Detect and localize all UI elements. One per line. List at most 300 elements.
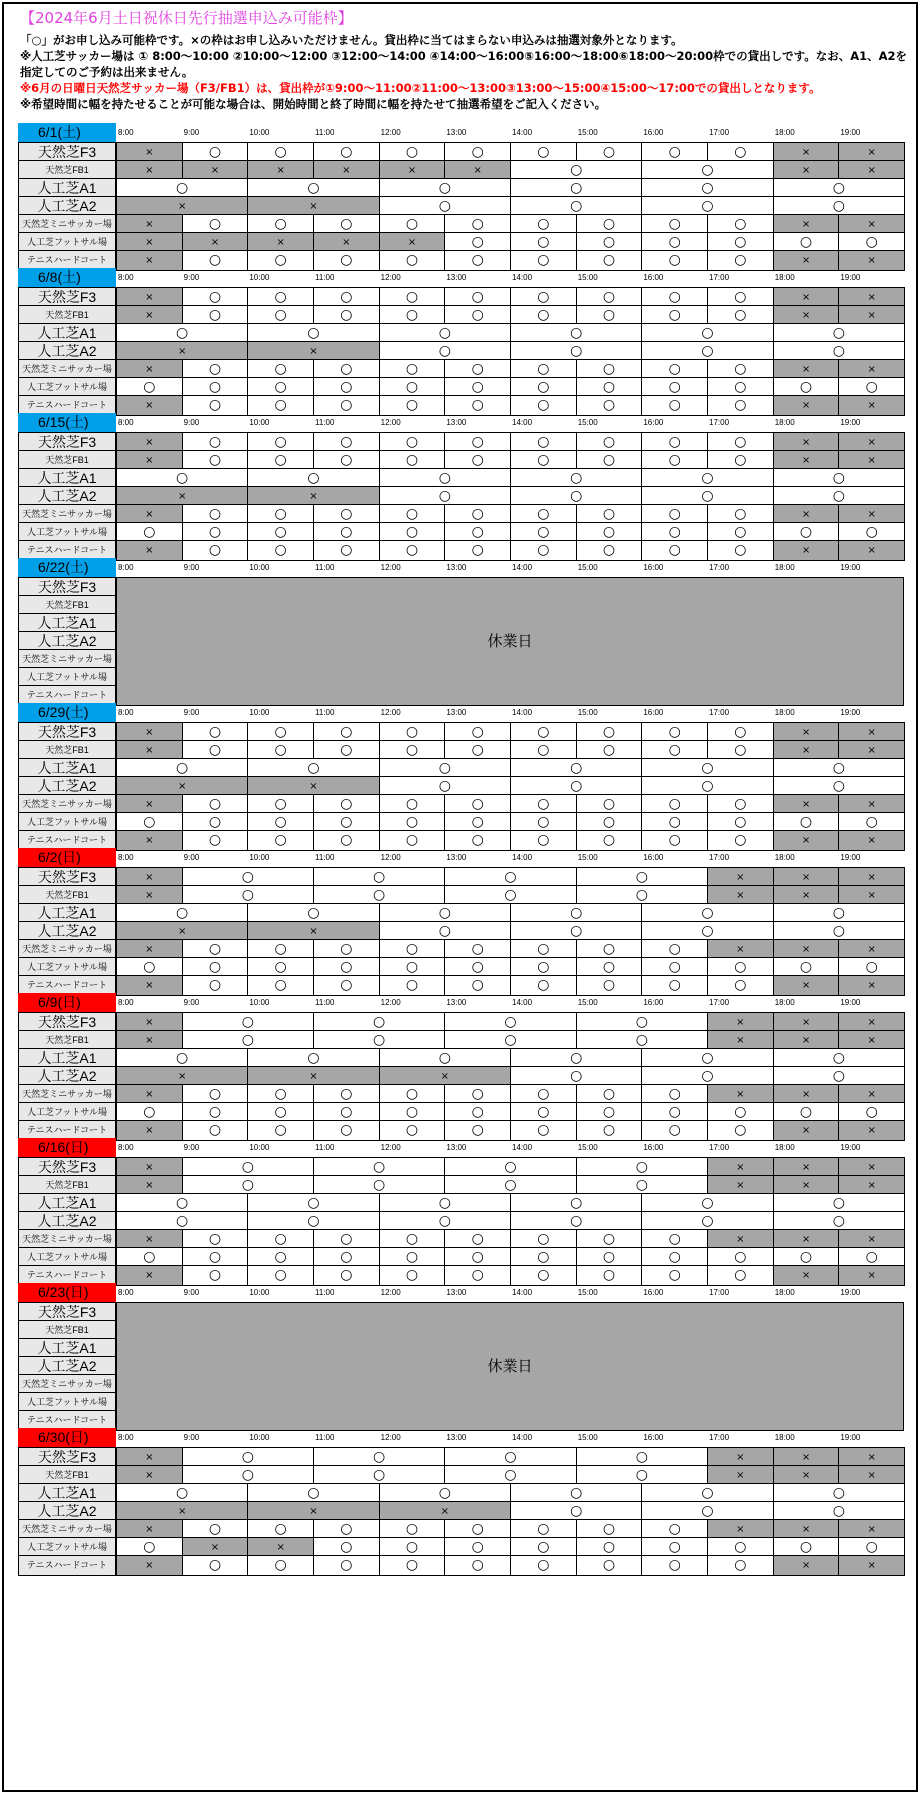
available-slot[interactable]: ○: [182, 1229, 249, 1250]
available-slot[interactable]: ○: [707, 432, 774, 453]
available-slot[interactable]: ○: [313, 504, 380, 525]
available-slot[interactable]: ○: [182, 1447, 314, 1468]
available-slot[interactable]: ○: [838, 377, 905, 398]
available-slot[interactable]: ○: [247, 504, 314, 525]
available-slot[interactable]: ○: [116, 1247, 183, 1268]
available-slot[interactable]: ○: [444, 939, 511, 960]
available-slot[interactable]: ○: [510, 160, 642, 181]
available-slot[interactable]: ○: [379, 1102, 446, 1123]
available-slot[interactable]: ○: [576, 1120, 643, 1141]
available-slot[interactable]: ○: [576, 377, 643, 398]
available-slot[interactable]: ○: [247, 1193, 379, 1214]
available-slot[interactable]: ○: [576, 214, 643, 235]
available-slot[interactable]: ○: [641, 359, 708, 380]
available-slot[interactable]: ○: [379, 740, 446, 761]
available-slot[interactable]: ○: [510, 1102, 577, 1123]
available-slot[interactable]: ○: [576, 1555, 643, 1576]
available-slot[interactable]: ○: [773, 776, 905, 797]
available-slot[interactable]: ○: [379, 1120, 446, 1141]
available-slot[interactable]: ○: [313, 1229, 380, 1250]
available-slot[interactable]: ○: [510, 450, 577, 471]
available-slot[interactable]: ○: [576, 232, 643, 253]
available-slot[interactable]: ○: [576, 1247, 643, 1268]
available-slot[interactable]: ○: [379, 1265, 446, 1286]
available-slot[interactable]: ○: [641, 160, 773, 181]
available-slot[interactable]: ○: [379, 377, 446, 398]
available-slot[interactable]: ○: [641, 975, 708, 996]
available-slot[interactable]: ○: [182, 830, 249, 851]
available-slot[interactable]: ○: [707, 975, 774, 996]
available-slot[interactable]: ○: [576, 1030, 708, 1051]
available-slot[interactable]: ○: [576, 1175, 708, 1196]
available-slot[interactable]: ○: [641, 1211, 773, 1232]
available-slot[interactable]: ○: [182, 957, 249, 978]
available-slot[interactable]: ○: [182, 450, 249, 471]
available-slot[interactable]: ○: [510, 1229, 577, 1250]
available-slot[interactable]: ○: [576, 1229, 643, 1250]
available-slot[interactable]: ○: [444, 1102, 511, 1123]
available-slot[interactable]: ○: [707, 812, 774, 833]
available-slot[interactable]: ○: [773, 1193, 905, 1214]
available-slot[interactable]: ○: [576, 287, 643, 308]
available-slot[interactable]: ○: [576, 1012, 708, 1033]
available-slot[interactable]: ○: [313, 975, 380, 996]
available-slot[interactable]: ○: [838, 232, 905, 253]
available-slot[interactable]: ○: [510, 740, 577, 761]
available-slot[interactable]: ○: [576, 975, 643, 996]
available-slot[interactable]: ○: [444, 540, 511, 561]
available-slot[interactable]: ○: [182, 250, 249, 271]
available-slot[interactable]: ○: [510, 305, 577, 326]
available-slot[interactable]: ○: [641, 432, 708, 453]
available-slot[interactable]: ○: [510, 359, 577, 380]
available-slot[interactable]: ○: [444, 1555, 511, 1576]
available-slot[interactable]: ○: [641, 1084, 708, 1105]
available-slot[interactable]: ○: [247, 178, 379, 199]
available-slot[interactable]: ○: [641, 323, 773, 344]
available-slot[interactable]: ○: [510, 830, 577, 851]
available-slot[interactable]: ○: [641, 758, 773, 779]
available-slot[interactable]: ○: [247, 142, 314, 163]
available-slot[interactable]: ○: [641, 957, 708, 978]
available-slot[interactable]: ○: [576, 830, 643, 851]
available-slot[interactable]: ○: [510, 468, 642, 489]
available-slot[interactable]: ○: [182, 142, 249, 163]
available-slot[interactable]: ○: [444, 1447, 576, 1468]
available-slot[interactable]: ○: [707, 359, 774, 380]
available-slot[interactable]: ○: [313, 1465, 445, 1486]
available-slot[interactable]: ○: [707, 1265, 774, 1286]
available-slot[interactable]: ○: [379, 395, 446, 416]
available-slot[interactable]: ○: [576, 540, 643, 561]
available-slot[interactable]: ○: [576, 1447, 708, 1468]
available-slot[interactable]: ○: [707, 305, 774, 326]
available-slot[interactable]: ○: [116, 323, 248, 344]
available-slot[interactable]: ○: [379, 1048, 511, 1069]
available-slot[interactable]: ○: [510, 1555, 577, 1576]
available-slot[interactable]: ○: [313, 1102, 380, 1123]
available-slot[interactable]: ○: [379, 540, 446, 561]
available-slot[interactable]: ○: [510, 1519, 577, 1540]
available-slot[interactable]: ○: [379, 1555, 446, 1576]
available-slot[interactable]: ○: [707, 214, 774, 235]
available-slot[interactable]: ○: [510, 250, 577, 271]
available-slot[interactable]: ○: [182, 939, 249, 960]
available-slot[interactable]: ○: [444, 377, 511, 398]
available-slot[interactable]: ○: [641, 395, 708, 416]
available-slot[interactable]: ○: [707, 250, 774, 271]
available-slot[interactable]: ○: [444, 867, 576, 888]
available-slot[interactable]: ○: [182, 540, 249, 561]
available-slot[interactable]: ○: [641, 1519, 708, 1540]
available-slot[interactable]: ○: [773, 957, 840, 978]
available-slot[interactable]: ○: [379, 957, 446, 978]
available-slot[interactable]: ○: [707, 377, 774, 398]
available-slot[interactable]: ○: [247, 377, 314, 398]
available-slot[interactable]: ○: [313, 740, 380, 761]
available-slot[interactable]: ○: [313, 1157, 445, 1178]
available-slot[interactable]: ○: [773, 921, 905, 942]
available-slot[interactable]: ○: [444, 142, 511, 163]
available-slot[interactable]: ○: [379, 1084, 446, 1105]
available-slot[interactable]: ○: [116, 758, 248, 779]
available-slot[interactable]: ○: [510, 939, 577, 960]
available-slot[interactable]: ○: [247, 450, 314, 471]
available-slot[interactable]: ○: [116, 522, 183, 543]
available-slot[interactable]: ○: [313, 1519, 380, 1540]
available-slot[interactable]: ○: [313, 1447, 445, 1468]
available-slot[interactable]: ○: [510, 1483, 642, 1504]
available-slot[interactable]: ○: [182, 377, 249, 398]
available-slot[interactable]: ○: [838, 812, 905, 833]
available-slot[interactable]: ○: [707, 722, 774, 743]
available-slot[interactable]: ○: [116, 1048, 248, 1069]
available-slot[interactable]: ○: [313, 1012, 445, 1033]
available-slot[interactable]: ○: [838, 1537, 905, 1558]
available-slot[interactable]: ○: [379, 214, 446, 235]
available-slot[interactable]: ○: [576, 395, 643, 416]
available-slot[interactable]: ○: [379, 939, 446, 960]
available-slot[interactable]: ○: [641, 921, 773, 942]
available-slot[interactable]: ○: [641, 794, 708, 815]
available-slot[interactable]: ○: [576, 1465, 708, 1486]
available-slot[interactable]: ○: [576, 250, 643, 271]
available-slot[interactable]: ○: [444, 250, 511, 271]
available-slot[interactable]: ○: [379, 486, 511, 507]
available-slot[interactable]: ○: [773, 232, 840, 253]
available-slot[interactable]: ○: [313, 885, 445, 906]
available-slot[interactable]: ○: [641, 341, 773, 362]
available-slot[interactable]: ○: [510, 1537, 577, 1558]
available-slot[interactable]: ○: [510, 287, 577, 308]
available-slot[interactable]: ○: [838, 1102, 905, 1123]
available-slot[interactable]: ○: [641, 1265, 708, 1286]
available-slot[interactable]: ○: [116, 957, 183, 978]
available-slot[interactable]: ○: [116, 1483, 248, 1504]
available-slot[interactable]: ○: [576, 812, 643, 833]
available-slot[interactable]: ○: [182, 1157, 314, 1178]
available-slot[interactable]: ○: [444, 1465, 576, 1486]
available-slot[interactable]: ○: [773, 341, 905, 362]
available-slot[interactable]: ○: [444, 1012, 576, 1033]
available-slot[interactable]: ○: [379, 921, 511, 942]
available-slot[interactable]: ○: [182, 740, 249, 761]
available-slot[interactable]: ○: [641, 214, 708, 235]
available-slot[interactable]: ○: [576, 1519, 643, 1540]
available-slot[interactable]: ○: [313, 287, 380, 308]
available-slot[interactable]: ○: [773, 1537, 840, 1558]
available-slot[interactable]: ○: [247, 1247, 314, 1268]
available-slot[interactable]: ○: [313, 522, 380, 543]
available-slot[interactable]: ○: [182, 1012, 314, 1033]
available-slot[interactable]: ○: [379, 1519, 446, 1540]
available-slot[interactable]: ○: [182, 287, 249, 308]
available-slot[interactable]: ○: [379, 1247, 446, 1268]
available-slot[interactable]: ○: [444, 1175, 576, 1196]
available-slot[interactable]: ○: [313, 250, 380, 271]
available-slot[interactable]: ○: [707, 1102, 774, 1123]
available-slot[interactable]: ○: [182, 1555, 249, 1576]
available-slot[interactable]: ○: [379, 196, 511, 217]
available-slot[interactable]: ○: [773, 1483, 905, 1504]
available-slot[interactable]: ○: [576, 504, 643, 525]
available-slot[interactable]: ○: [182, 794, 249, 815]
available-slot[interactable]: ○: [379, 812, 446, 833]
available-slot[interactable]: ○: [247, 432, 314, 453]
available-slot[interactable]: ○: [707, 830, 774, 851]
available-slot[interactable]: ○: [444, 722, 511, 743]
available-slot[interactable]: ○: [510, 903, 642, 924]
available-slot[interactable]: ○: [510, 178, 642, 199]
available-slot[interactable]: ○: [773, 758, 905, 779]
available-slot[interactable]: ○: [182, 812, 249, 833]
available-slot[interactable]: ○: [707, 1555, 774, 1576]
available-slot[interactable]: ○: [641, 776, 773, 797]
available-slot[interactable]: ○: [379, 903, 511, 924]
available-slot[interactable]: ○: [773, 1102, 840, 1123]
available-slot[interactable]: ○: [444, 1157, 576, 1178]
available-slot[interactable]: ○: [510, 812, 577, 833]
available-slot[interactable]: ○: [510, 341, 642, 362]
available-slot[interactable]: ○: [641, 1555, 708, 1576]
available-slot[interactable]: ○: [510, 1247, 577, 1268]
available-slot[interactable]: ○: [444, 395, 511, 416]
available-slot[interactable]: ○: [641, 232, 708, 253]
available-slot[interactable]: ○: [510, 1501, 642, 1522]
available-slot[interactable]: ○: [247, 1120, 314, 1141]
available-slot[interactable]: ○: [576, 450, 643, 471]
available-slot[interactable]: ○: [510, 142, 577, 163]
available-slot[interactable]: ○: [576, 1265, 643, 1286]
available-slot[interactable]: ○: [641, 1483, 773, 1504]
available-slot[interactable]: ○: [247, 722, 314, 743]
available-slot[interactable]: ○: [247, 250, 314, 271]
available-slot[interactable]: ○: [247, 903, 379, 924]
available-slot[interactable]: ○: [444, 1265, 511, 1286]
available-slot[interactable]: ○: [707, 540, 774, 561]
available-slot[interactable]: ○: [379, 776, 511, 797]
available-slot[interactable]: ○: [247, 758, 379, 779]
available-slot[interactable]: ○: [313, 1537, 380, 1558]
available-slot[interactable]: ○: [379, 287, 446, 308]
available-slot[interactable]: ○: [444, 305, 511, 326]
available-slot[interactable]: ○: [313, 1247, 380, 1268]
available-slot[interactable]: ○: [773, 1066, 905, 1087]
available-slot[interactable]: ○: [707, 1247, 774, 1268]
available-slot[interactable]: ○: [247, 1483, 379, 1504]
available-slot[interactable]: ○: [773, 812, 840, 833]
available-slot[interactable]: ○: [576, 722, 643, 743]
available-slot[interactable]: ○: [641, 287, 708, 308]
available-slot[interactable]: ○: [379, 341, 511, 362]
available-slot[interactable]: ○: [247, 359, 314, 380]
available-slot[interactable]: ○: [116, 468, 248, 489]
available-slot[interactable]: ○: [444, 1084, 511, 1105]
available-slot[interactable]: ○: [182, 395, 249, 416]
available-slot[interactable]: ○: [510, 758, 642, 779]
available-slot[interactable]: ○: [576, 939, 643, 960]
available-slot[interactable]: ○: [641, 377, 708, 398]
available-slot[interactable]: ○: [313, 722, 380, 743]
available-slot[interactable]: ○: [510, 232, 577, 253]
available-slot[interactable]: ○: [838, 1247, 905, 1268]
available-slot[interactable]: ○: [444, 450, 511, 471]
available-slot[interactable]: ○: [116, 1537, 183, 1558]
available-slot[interactable]: ○: [247, 1555, 314, 1576]
available-slot[interactable]: ○: [379, 1537, 446, 1558]
available-slot[interactable]: ○: [707, 142, 774, 163]
available-slot[interactable]: ○: [379, 323, 511, 344]
available-slot[interactable]: ○: [707, 504, 774, 525]
available-slot[interactable]: ○: [379, 250, 446, 271]
available-slot[interactable]: ○: [641, 1048, 773, 1069]
available-slot[interactable]: ○: [444, 812, 511, 833]
available-slot[interactable]: ○: [182, 975, 249, 996]
available-slot[interactable]: ○: [641, 1102, 708, 1123]
available-slot[interactable]: ○: [116, 903, 248, 924]
available-slot[interactable]: ○: [313, 1084, 380, 1105]
available-slot[interactable]: ○: [444, 794, 511, 815]
available-slot[interactable]: ○: [116, 812, 183, 833]
available-slot[interactable]: ○: [641, 504, 708, 525]
available-slot[interactable]: ○: [707, 395, 774, 416]
available-slot[interactable]: ○: [641, 903, 773, 924]
available-slot[interactable]: ○: [510, 214, 577, 235]
available-slot[interactable]: ○: [641, 939, 708, 960]
available-slot[interactable]: ○: [641, 486, 773, 507]
available-slot[interactable]: ○: [510, 722, 577, 743]
available-slot[interactable]: ○: [773, 178, 905, 199]
available-slot[interactable]: ○: [510, 1048, 642, 1069]
available-slot[interactable]: ○: [182, 432, 249, 453]
available-slot[interactable]: ○: [510, 522, 577, 543]
available-slot[interactable]: ○: [510, 1084, 577, 1105]
available-slot[interactable]: ○: [116, 1102, 183, 1123]
available-slot[interactable]: ○: [510, 1120, 577, 1141]
available-slot[interactable]: ○: [510, 921, 642, 942]
available-slot[interactable]: ○: [576, 305, 643, 326]
available-slot[interactable]: ○: [379, 794, 446, 815]
available-slot[interactable]: ○: [313, 142, 380, 163]
available-slot[interactable]: ○: [247, 287, 314, 308]
available-slot[interactable]: ○: [576, 794, 643, 815]
available-slot[interactable]: ○: [313, 1030, 445, 1051]
available-slot[interactable]: ○: [247, 1519, 314, 1540]
available-slot[interactable]: ○: [641, 450, 708, 471]
available-slot[interactable]: ○: [510, 975, 577, 996]
available-slot[interactable]: ○: [313, 1120, 380, 1141]
available-slot[interactable]: ○: [576, 359, 643, 380]
available-slot[interactable]: ○: [444, 740, 511, 761]
available-slot[interactable]: ○: [773, 196, 905, 217]
available-slot[interactable]: ○: [379, 178, 511, 199]
available-slot[interactable]: ○: [379, 142, 446, 163]
available-slot[interactable]: ○: [444, 232, 511, 253]
available-slot[interactable]: ○: [773, 1211, 905, 1232]
available-slot[interactable]: ○: [707, 287, 774, 308]
available-slot[interactable]: ○: [247, 540, 314, 561]
available-slot[interactable]: ○: [182, 1175, 314, 1196]
available-slot[interactable]: ○: [379, 722, 446, 743]
available-slot[interactable]: ○: [182, 305, 249, 326]
available-slot[interactable]: ○: [247, 395, 314, 416]
available-slot[interactable]: ○: [641, 1247, 708, 1268]
available-slot[interactable]: ○: [313, 812, 380, 833]
available-slot[interactable]: ○: [444, 1030, 576, 1051]
available-slot[interactable]: ○: [510, 323, 642, 344]
available-slot[interactable]: ○: [773, 903, 905, 924]
available-slot[interactable]: ○: [379, 432, 446, 453]
available-slot[interactable]: ○: [641, 1501, 773, 1522]
available-slot[interactable]: ○: [576, 522, 643, 543]
available-slot[interactable]: ○: [773, 522, 840, 543]
available-slot[interactable]: ○: [379, 305, 446, 326]
available-slot[interactable]: ○: [313, 830, 380, 851]
available-slot[interactable]: ○: [510, 486, 642, 507]
available-slot[interactable]: ○: [182, 1247, 249, 1268]
available-slot[interactable]: ○: [707, 232, 774, 253]
available-slot[interactable]: ○: [444, 1120, 511, 1141]
available-slot[interactable]: ○: [379, 359, 446, 380]
available-slot[interactable]: ○: [313, 1265, 380, 1286]
available-slot[interactable]: ○: [510, 1193, 642, 1214]
available-slot[interactable]: ○: [444, 1537, 511, 1558]
available-slot[interactable]: ○: [576, 1537, 643, 1558]
available-slot[interactable]: ○: [247, 214, 314, 235]
available-slot[interactable]: ○: [182, 504, 249, 525]
available-slot[interactable]: ○: [247, 1048, 379, 1069]
available-slot[interactable]: ○: [444, 830, 511, 851]
available-slot[interactable]: ○: [247, 1265, 314, 1286]
available-slot[interactable]: ○: [182, 885, 314, 906]
available-slot[interactable]: ○: [313, 395, 380, 416]
available-slot[interactable]: ○: [707, 794, 774, 815]
available-slot[interactable]: ○: [773, 486, 905, 507]
available-slot[interactable]: ○: [182, 522, 249, 543]
available-slot[interactable]: ○: [379, 504, 446, 525]
available-slot[interactable]: ○: [838, 957, 905, 978]
available-slot[interactable]: ○: [707, 740, 774, 761]
available-slot[interactable]: ○: [247, 939, 314, 960]
available-slot[interactable]: ○: [641, 1193, 773, 1214]
available-slot[interactable]: ○: [379, 1193, 511, 1214]
available-slot[interactable]: ○: [641, 1537, 708, 1558]
available-slot[interactable]: ○: [182, 214, 249, 235]
available-slot[interactable]: ○: [116, 1193, 248, 1214]
available-slot[interactable]: ○: [247, 1084, 314, 1105]
available-slot[interactable]: ○: [313, 450, 380, 471]
available-slot[interactable]: ○: [182, 1120, 249, 1141]
